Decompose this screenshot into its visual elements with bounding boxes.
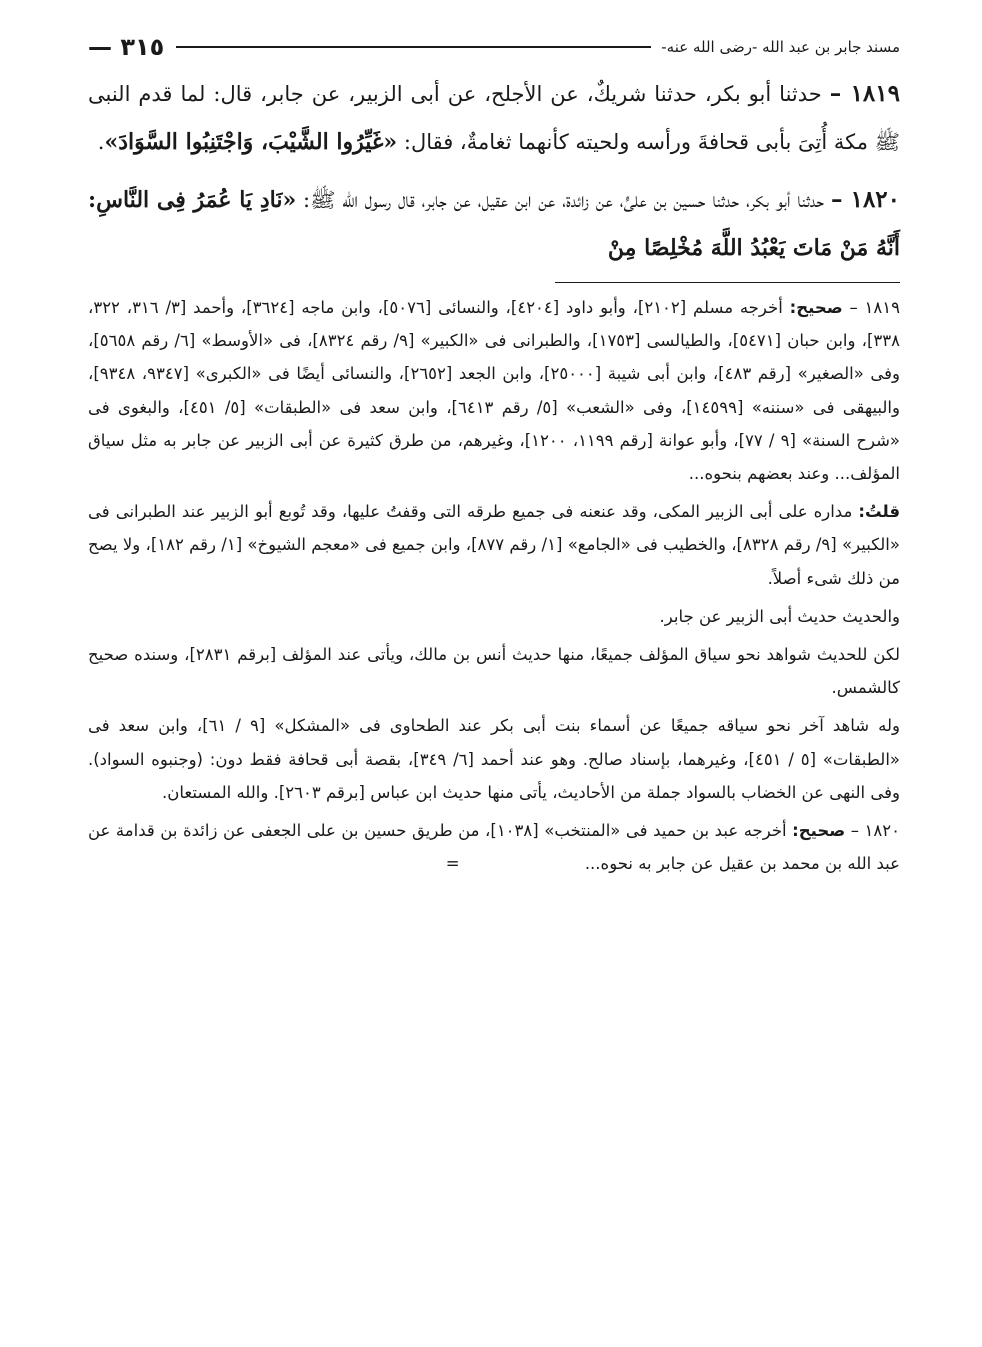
footnote-text: لكن للحديث شواهد نحو سياق المؤلف جميعًا، منها حديث أنس بن مالك، ويأتى عند المؤلف [برقم ٢٨٣١]، وسنده صحيح كالشمس. <box>88 645 900 698</box>
hadith-1819 <box>88 70 900 166</box>
footnote-grade: قلتُ: <box>858 502 900 522</box>
footnote-number: ١٨٢٠ – <box>850 821 900 841</box>
page-number: ٣١٥ <box>120 33 165 61</box>
running-header <box>88 30 900 64</box>
footnote-text: والحديث حديث أبى الزبير عن جابر. <box>659 606 900 626</box>
footnote-text: أخرجه عبد بن حميد فى «المنتخب» [١٠٣٨]، من طريق حسين بن على الجعفى عن زائدة بن قدامة عن عبد الله بن محمد بن عقيل عن جابر به نحوه... <box>88 821 900 874</box>
footnote-text: أخرجه مسلم [٢١٠٢]، وأبو داود [٤٢٠٤]، والنسائى [٥٠٧٦]، وابن ماجه [٣٦٢٤]، وأحمد [٣/ ٣١٦، ٣٢٢، ٣٣٨]، وابن حبان [٥٤٧١]، والطيالسى [١٧٥٣]، والطبرانى فى «الكبير» [٩/ رقم ٨٣٢٤]، فى «الأوسط» [٦/ رقم ٥٦٥٨]، وفى «الصغير» [رقم ٤٨٣]، وابن أبى شيبة [٢٥٠٠٠]، وابن الجعد [٢٦٥٢]، والنسائى أيضًا فى «الكبرى» [٩٣٤٧، ٩٣٤٨]، والبيهقى فى «سننه» [١٤٥٩٩]، وفى «الشعب» [٥/ رقم ٦٤١٣]، وابن سعد فى «الطبقات» [٥/ ٤٥١]، والبغوى فى «شرح السنة» [٩ / ٧٧]، وأبو عوانة [رقم ١١٩٩، ١٢٠٠]، وغيرهم، من طرق كثيرة عن أبى الزبير عن جابر به مثل سياق المؤلف... وعند بعضهم بنحوه... <box>88 298 901 484</box>
continuation-mark: = <box>445 854 460 874</box>
footnote-paragraph <box>88 600 900 633</box>
footnotes <box>88 291 900 880</box>
footnote-1819 <box>88 291 900 490</box>
footnote-grade: صحيح: <box>789 298 843 317</box>
footnote-text: وله شاهد آخر نحو سياقه جميعًا عن أسماء بنت أبى بكر عند الطحاوى فى «المشكل» [٩ / ٦١]، وابن سعد فى «الطبقات» [٥ / ٤٥١]، وغيرهما، بإسناد صالح. وهو عند أحمد [٦/ ٣٤٩]، بقصة أبى قحافة فقط دون: (وجنبوه السواد). وفى النهى عن الخضاب بالسواد جملة من الأحاديث، يأتى منها حديث ابن عباس [برقم ٢٦٠٣]. والله المستعان. <box>88 716 901 802</box>
page-number-block <box>88 33 176 61</box>
hadith-matn: «نَادِ يَا عُمَرُ فِى النَّاسِ: أَنَّهُ مَنْ مَاتَ يَعْبُدُ اللَّهَ مُخْلِصًا مِنْ <box>88 187 900 261</box>
hadith-number: ١٨١٩ – <box>829 80 900 107</box>
footnote-qultu <box>88 495 900 595</box>
hadith-number: ١٨٢٠ – <box>830 186 901 213</box>
running-title: مسند جابر بن عبد الله -رضى الله عنه- <box>661 38 900 56</box>
hadith-tail: . <box>97 130 105 154</box>
hadith-matn: «غَيِّرُوا الشَّيْبَ، وَاجْتَنِبُوا السَّوَادَ» <box>104 129 398 155</box>
hadith-isnad: حدثنا أبو بكر، حدثنا شريكٌ، عن الأجلح، عن أبى الزبير، عن جابر، قال: لما قدم النبى ﷺ مكة أُتِىَ بأبى قحافةَ ورأسه ولحيته كأنهما ثغامةٌ، فقال: <box>88 82 900 154</box>
hadith-isnad: حدثنا أبو بكر، حدثنا حسين بن علىٍّ، عن زائدة، عن ابن عقيل، عن جابر، قال رسول الله ﷺ: <box>296 188 831 212</box>
header-rule <box>176 46 651 48</box>
hadith-1820 <box>88 176 900 272</box>
footnote-separator <box>555 282 900 283</box>
page-number-dash: — <box>88 33 112 61</box>
footnote-paragraph <box>88 709 900 809</box>
footnote-grade: صحيح: <box>792 821 846 841</box>
footnote-text: مداره على أبى الزبير المكى، وقد عنعنه فى جميع طرقه التى وقفتُ عليها، وقد تُوبع أبو الزبير عند الطبرانى فى «الكبير» [٩/ رقم ٨٣٢٨]، والخطيب فى «الجامع» [١/ رقم ٨٧٧]، وابن جميع فى «معجم الشيوخ» [١/ رقم ١٨٢]، ولا يصح من ذلك شىء أصلاً. <box>88 502 900 588</box>
footnote-number: ١٨١٩ – <box>849 298 900 317</box>
main-text <box>88 70 900 272</box>
footnote-paragraph <box>88 638 900 704</box>
footnote-1820 <box>88 814 900 880</box>
